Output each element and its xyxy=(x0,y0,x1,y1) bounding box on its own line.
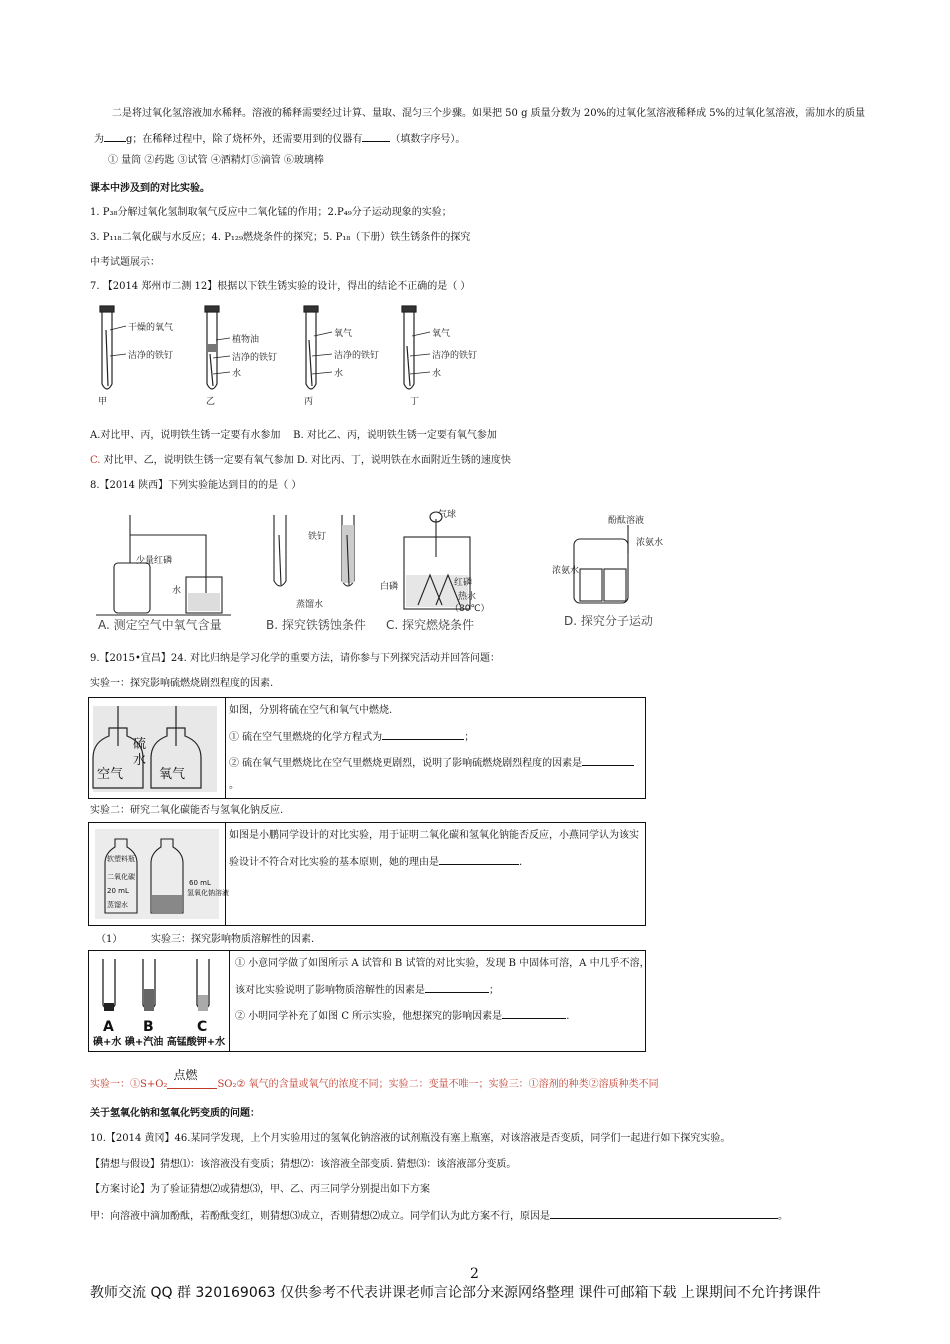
exp1-fig-sulfur: 硫 xyxy=(133,737,147,752)
exp1-title: 实验一：探究影响硫燃烧剧烈程度的因素. xyxy=(90,678,274,689)
tube-ding-label-3: 水 xyxy=(432,369,442,379)
exp1-line-4: 。 xyxy=(229,780,239,791)
exp1-line-2: ① 硫在空气里燃烧的化学方程式为 ； xyxy=(229,729,474,745)
figC-label-hot-water: 热水 xyxy=(458,592,477,602)
figC-label-balloon: 气球 xyxy=(438,510,457,520)
exp3-tubes-figure xyxy=(93,955,227,1047)
exp1-fig-air: 空气 xyxy=(97,767,124,782)
ignition-condition: 点燃 xyxy=(173,1067,198,1082)
figC-caption: C. 探究燃烧条件 xyxy=(386,618,475,632)
tube-bing-label-2: 洁净的铁钉 xyxy=(334,351,380,361)
exp2-fig-co2: 二氧化碳 xyxy=(107,873,135,881)
exp3-title: （1） 实验三：探究影响物质溶解性的因素. xyxy=(96,934,315,945)
intro-line-3: ① 量筒 ②药匙 ③试管 ④酒精灯⑤滴管 ⑥玻璃棒 xyxy=(108,155,324,166)
exp2-title: 实验二：研究二氧化碳能否与氢氧化钠反应. xyxy=(90,805,284,816)
figA-caption: A. 测定空气中氧气含量 xyxy=(98,618,222,632)
figD-label-ammonia-right: 浓氨水 xyxy=(636,538,664,548)
tube-jia-label-2: 洁净的铁钉 xyxy=(128,351,174,361)
tube-ding-label-2: 洁净的铁钉 xyxy=(432,351,478,361)
figB-caption: B. 探究铁锈蚀条件 xyxy=(266,618,366,632)
exp2-fig-naoh: 氢氧化钠溶液 xyxy=(187,889,229,897)
figB-label-distilled-water: 蒸馏水 xyxy=(296,600,324,610)
q10-stem: 10.【2014 黄冈】46.某同学发现，上个月实验用过的氢氧化钠溶液的试剂瓶没有塞上瓶塞，对该溶液是否变质，同学们一起进行如下探究实验。 xyxy=(90,1133,731,1144)
q8-stem: 8.【2014 陕西】下列实验能达到目的的是（ ） xyxy=(90,480,302,491)
tube-yi-label-3: 水 xyxy=(232,369,242,379)
exp2-line-2: 验设计不符合对比实验的基本原则，她的理由是 . xyxy=(229,854,522,870)
tube-bing-label-3: 水 xyxy=(334,369,344,379)
exp2-fig-60ml: 60 mL xyxy=(189,879,211,887)
intro-line-1: 二是将过氧化氢溶液加水稀释。溶液的稀释需要经过计算、量取、混匀三个步骤。如果把 50 g 质量分数为 20%的过氧化氢溶液稀释成 5%的过氧化氢溶液，需加水的质量 xyxy=(112,108,866,119)
exp2-fig-20ml: 20 mL xyxy=(107,887,129,895)
figC-label-white-p: 白磷 xyxy=(380,582,399,592)
q7-options-cd: C. 对比甲、乙，说明铁生锈一定要有氧气参加 D. 对比丙、丁，说明铁在水面附近生锈的速度快 xyxy=(90,455,511,466)
q7-stem: 7. 【2014 郑州市二测 12】根据以下铁生锈实验的设计，得出的结论不正确的是（ ） xyxy=(90,281,471,292)
exp1-sulfur-figure xyxy=(93,706,217,792)
figD-label-ammonia-left: 浓氨水 xyxy=(552,566,580,576)
section-heading-hydroxide: 关于氢氧化钠和氢氧化钙变质的问题： xyxy=(90,1108,260,1119)
exp1-line-1: 如图，分别将硫在空气和氧气中燃烧. xyxy=(229,705,393,716)
figB-label-nail: 铁钉 xyxy=(308,532,327,542)
tube-bing-name: 丙 xyxy=(304,397,314,407)
figD-caption: D. 探究分子运动 xyxy=(564,614,653,628)
figD-label-phenolphthalein: 酚酞溶液 xyxy=(608,516,645,526)
q9-stem: 9.【2015•宜昌】24. 对比归纳是学习化学的重要方法，请你参与下列探究活动并回答问题： xyxy=(90,653,500,664)
exp3-line-1: ① 小意同学做了如图所示 A 试管和 B 试管的对比实验，发现 B 中固体可溶，A 中几乎不溶， xyxy=(235,958,650,969)
exp3-line-3: ② 小明同学补充了如图 C 所示实验，他想探究的影响因素是 . xyxy=(235,1008,569,1024)
exp2-fig-distilled: 蒸馏水 xyxy=(107,901,128,909)
q10-jia: 甲：向溶液中滴加酚酞，若酚酞变红，则猜想⑶成立，否则猜想⑵成立。同学们认为此方案不行，原因是 。 xyxy=(90,1208,788,1224)
exp2-bottles-figure xyxy=(95,829,229,919)
figC-label-red-p: 红磷 xyxy=(454,578,473,588)
q10-plan: 【方案讨论】为了验证猜想⑵或猜想⑶，甲、乙、丙三同学分别提出如下方案 xyxy=(90,1184,430,1195)
exp1-fig-oxygen: 氧气 xyxy=(159,767,186,782)
tube-yi-label-1: 植物油 xyxy=(232,335,260,345)
textbook-item-1: 1. P₃₈分解过氧化氢制取氧气反应中二氧化锰的作用；2.P₄₉分子运动现象的实验； xyxy=(90,207,452,218)
figA-label-red-phosphorus: 少量红磷 xyxy=(136,556,173,566)
textbook-item-2: 3. P₁₁₈二氧化碳与水反应；4. P₁₂₉燃烧条件的探究；5. P₁₈（下册）铁生锈条件的探究 xyxy=(90,232,471,243)
section-heading-contrast: 课本中涉及到的对比实验。 xyxy=(90,183,210,194)
footer-notice: 教师交流 QQ 群 320169063 仅供参考不代表讲课老师言论部分来源网络整理 课件可邮箱下载 上课期间不允许拷课件 xyxy=(90,1285,821,1301)
page-number: 2 xyxy=(470,1266,479,1282)
exp2-line-1: 如图是小鹏同学设计的对比实验，用于证明二氧化碳和氢氧化钠能否反应，小燕同学认为该实 xyxy=(229,830,639,841)
tube-jia-name: 甲 xyxy=(98,397,108,407)
tube-jia-label-1: 干燥的氧气 xyxy=(128,323,174,333)
tube-bing-label-1: 氧气 xyxy=(334,329,353,339)
figA-label-water: 水 xyxy=(172,586,182,596)
exp3-box xyxy=(88,950,650,1052)
exp1-box xyxy=(88,697,646,799)
q9-answer: 实验一：①S+O₂ 点燃 SO₂② 氧气的含量或氧气的浓度不同；实验二：变量不唯一；实验三：①溶剂的种类②溶质种类不同 xyxy=(90,1067,659,1090)
exp1-fig-water: 水 xyxy=(133,753,147,768)
tube-yi-label-2: 洁净的铁钉 xyxy=(232,353,278,363)
tube-yi-name: 乙 xyxy=(206,397,216,407)
exp3-fig-C: C xyxy=(197,1019,208,1035)
exam-heading: 中考试题展示： xyxy=(90,257,160,268)
tube-ding-label-1: 氧气 xyxy=(432,329,451,339)
exp2-box xyxy=(88,822,646,926)
q7-options-ab: A.对比甲、丙，说明铁生锈一定要有水参加 B. 对比乙、丙，说明铁生锈一定要有氧气参加 xyxy=(90,430,497,441)
q10-hypothesis: 【猜想与假设】猜想⑴：该溶液没有变质；猜想⑵：该溶液全部变质. 猜想⑶：该溶液部分变质。 xyxy=(90,1159,517,1170)
exp2-fig-soft-bottle: 软塑料瓶 xyxy=(107,855,135,863)
exp3-fig-caption: 碘+水 碘+汽油 高锰酸钾+水 xyxy=(93,1037,226,1048)
q7-iron-rust-figure xyxy=(92,300,512,412)
figC-label-temp: （80℃） xyxy=(450,604,490,614)
exp3-fig-B: B xyxy=(143,1019,154,1035)
q8-experiments-figure xyxy=(96,505,676,635)
exp3-fig-A: A xyxy=(103,1019,114,1035)
exp1-line-3: ② 硫在氧气里燃烧比在空气里燃烧更剧烈，说明了影响硫燃烧剧烈程度的因素是 xyxy=(229,755,634,771)
exp3-line-2: 该对比实验说明了影响物质溶解性的因素是 ； xyxy=(235,982,499,998)
tube-ding-name: 丁 xyxy=(410,397,420,407)
intro-line-2: 为 g；在稀释过程中，除了烧杯外，还需要用到的仪器有 （填数字序号）。 xyxy=(94,131,465,147)
